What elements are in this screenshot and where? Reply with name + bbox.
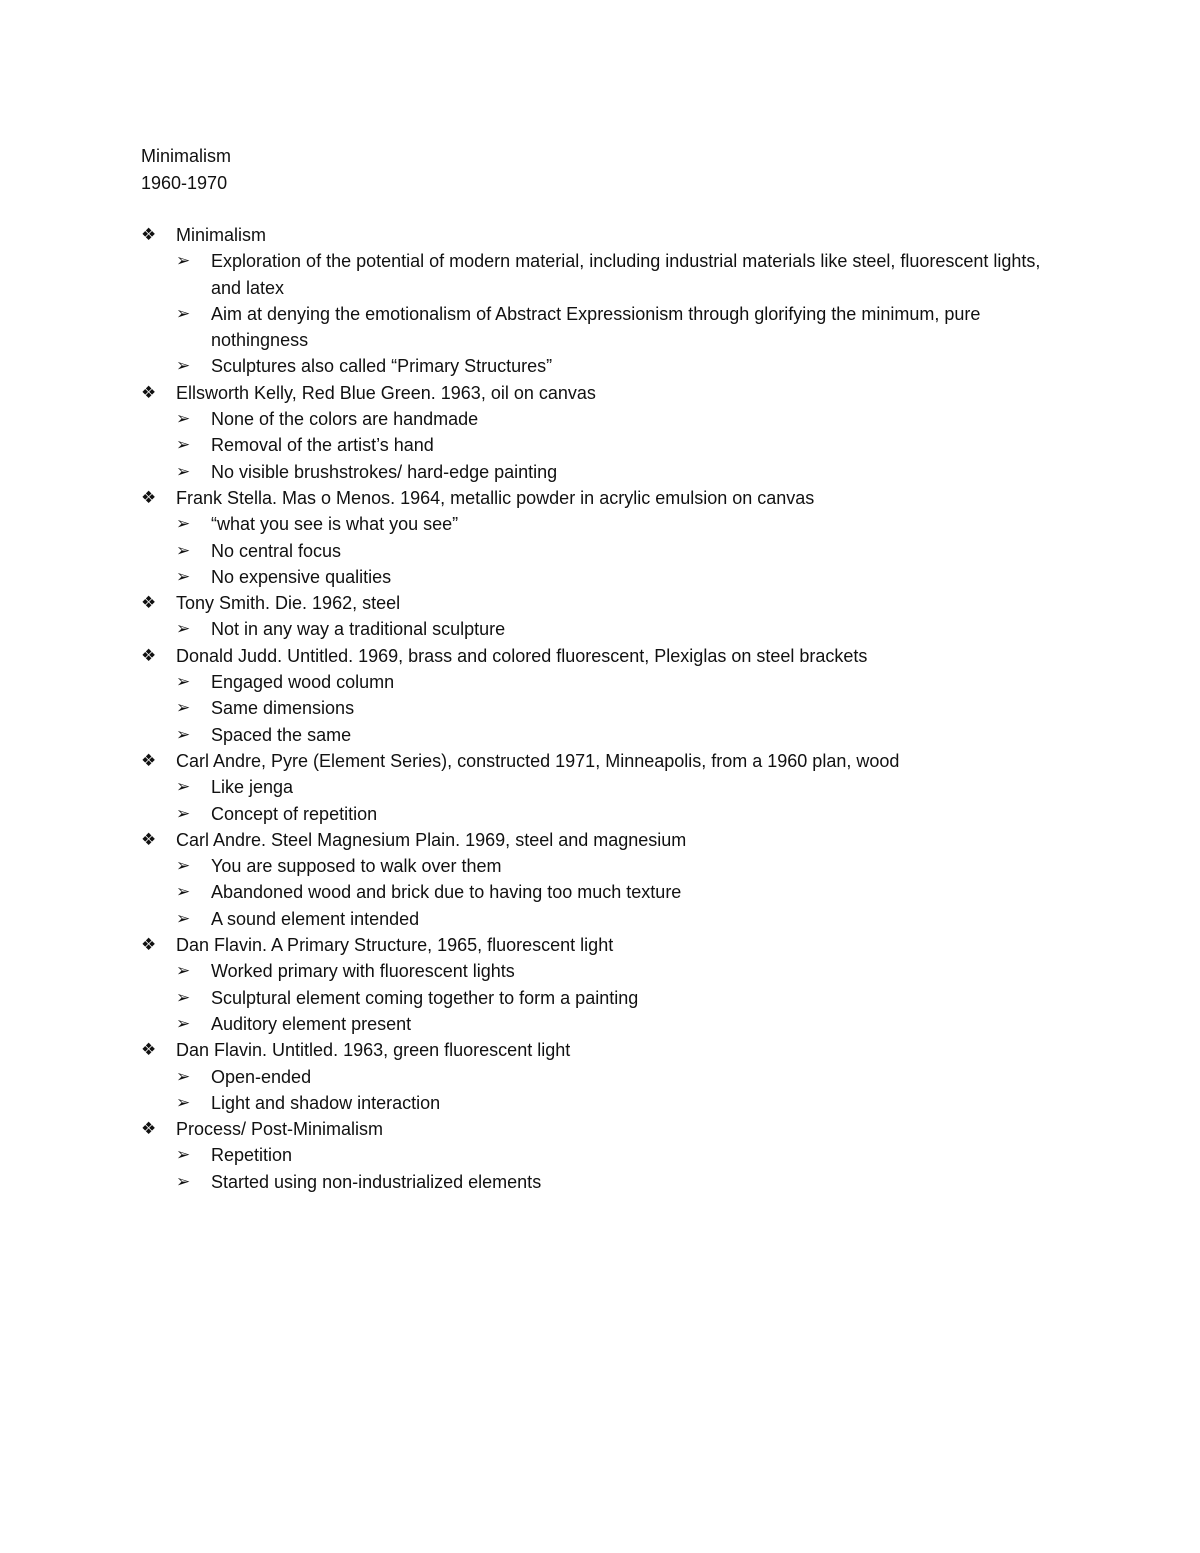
- topic-text: Carl Andre. Steel Magnesium Plain. 1969, steel and magnesium: [176, 829, 687, 850]
- outline-subitem: [176, 958, 1041, 984]
- subitem-text: Light and shadow interaction: [211, 1092, 441, 1113]
- arrowhead-bullet-icon: ➢: [176, 856, 191, 876]
- outline-topic: [141, 748, 1041, 827]
- diamond-bullet-icon: ❖: [141, 645, 157, 665]
- arrowhead-bullet-icon: ➢: [176, 540, 191, 560]
- topic-subitems: [176, 1142, 1041, 1195]
- subitem-text: Like jenga: [211, 777, 294, 798]
- outline-subitem: [176, 985, 1041, 1011]
- arrowhead-bullet-icon: ➢: [176, 251, 191, 271]
- subitem-text: Not in any way a traditional sculpture: [211, 619, 506, 640]
- topic-subitems: [176, 406, 1041, 485]
- outline-subitem: [176, 511, 1041, 537]
- outline-subitem: [176, 906, 1041, 932]
- diamond-bullet-icon: ❖: [141, 593, 157, 613]
- arrowhead-bullet-icon: ➢: [176, 724, 191, 744]
- outline-topic: [141, 827, 1041, 932]
- arrowhead-bullet-icon: ➢: [176, 1171, 191, 1191]
- topic-text: Frank Stella. Mas o Menos. 1964, metallic powder in acrylic emulsion on canvas: [176, 487, 815, 508]
- subitem-text: Started using non-industrialized elements: [211, 1171, 542, 1192]
- topic-text: Tony Smith. Die. 1962, steel: [176, 593, 401, 614]
- outline-subitem: [176, 722, 1041, 748]
- outline-subitem: [176, 801, 1041, 827]
- arrowhead-bullet-icon: ➢: [176, 672, 191, 692]
- arrowhead-bullet-icon: ➢: [176, 1066, 191, 1086]
- arrowhead-bullet-icon: ➢: [176, 908, 191, 928]
- topic-subitems: [176, 669, 1041, 748]
- outline-subitem: [176, 564, 1041, 590]
- diamond-bullet-icon: ❖: [141, 1119, 157, 1139]
- document-header: [141, 143, 231, 197]
- outline-subitem: [176, 1169, 1041, 1195]
- diamond-bullet-icon: ❖: [141, 382, 157, 402]
- arrowhead-bullet-icon: ➢: [176, 461, 191, 481]
- topic-subitems: [176, 511, 1041, 590]
- outline-subitem: [176, 695, 1041, 721]
- subitem-text: Engaged wood column: [211, 672, 395, 693]
- outline-subitem: [176, 248, 1041, 301]
- outline-topic: [141, 1116, 1041, 1195]
- subitem-text: No central focus: [211, 540, 342, 561]
- subitem-text: No visible brushstrokes/ hard-edge painting: [211, 461, 558, 482]
- outline-subitem: [176, 879, 1041, 905]
- outline-subitem: [176, 432, 1041, 458]
- topic-subitems: [176, 248, 1041, 379]
- subitem-text: You are supposed to walk over them: [211, 856, 502, 877]
- arrowhead-bullet-icon: ➢: [176, 356, 191, 376]
- subitem-text: No expensive qualities: [211, 566, 392, 587]
- topic-text: Process/ Post-Minimalism: [176, 1119, 384, 1140]
- subitem-text: Concept of repetition: [211, 803, 378, 824]
- outline-topic: [141, 222, 1041, 380]
- subitem-text: A sound element intended: [211, 908, 420, 929]
- outline-topic: [141, 1037, 1041, 1116]
- outline-subitem: [176, 853, 1041, 879]
- outline-subitem: [176, 774, 1041, 800]
- subitem-text: Same dimensions: [211, 698, 355, 719]
- arrowhead-bullet-icon: ➢: [176, 1013, 191, 1033]
- diamond-bullet-icon: ❖: [141, 225, 157, 244]
- arrowhead-bullet-icon: ➢: [176, 409, 191, 429]
- arrowhead-bullet-icon: ➢: [176, 1145, 191, 1165]
- subitem-text: “what you see is what you see”: [211, 514, 459, 535]
- arrowhead-bullet-icon: ➢: [176, 303, 191, 323]
- subitem-text: Spaced the same: [211, 724, 352, 745]
- subitem-text: Auditory element present: [211, 1013, 412, 1034]
- outline-subitem: [176, 1011, 1041, 1037]
- subitem-text: Removal of the artist’s hand: [211, 435, 434, 456]
- subitem-text: Open-ended: [211, 1066, 312, 1087]
- topic-text: Carl Andre, Pyre (Element Series), constructed 1971, Minneapolis, from a 1960 plan, wood: [176, 750, 900, 771]
- arrowhead-bullet-icon: ➢: [176, 566, 191, 586]
- outline-subitem: [176, 1090, 1041, 1116]
- subitem-text: Abandoned wood and brick due to having too much texture: [211, 882, 682, 903]
- subitem-text: Sculptural element coming together to form a painting: [211, 987, 639, 1008]
- arrowhead-bullet-icon: ➢: [176, 514, 191, 534]
- topic-subitems: [176, 853, 1041, 932]
- topic-subitems: [176, 616, 1041, 642]
- subitem-text: Aim at denying the emotionalism of Abstract Expressionism through glorifying the minimum, pure nothingness: [211, 303, 981, 351]
- arrowhead-bullet-icon: ➢: [176, 803, 191, 823]
- topic-text: Dan Flavin. Untitled. 1963, green fluorescent light: [176, 1040, 571, 1061]
- topic-subitems: [176, 1064, 1041, 1117]
- topic-text: Minimalism: [176, 225, 266, 245]
- outline-subitem: [176, 406, 1041, 432]
- topic-text: Ellsworth Kelly, Red Blue Green. 1963, oil on canvas: [176, 382, 596, 403]
- arrowhead-bullet-icon: ➢: [176, 698, 191, 718]
- arrowhead-bullet-icon: ➢: [176, 882, 191, 902]
- arrowhead-bullet-icon: ➢: [176, 987, 191, 1007]
- outline-subitem: [176, 538, 1041, 564]
- outline-topic: [141, 932, 1041, 1037]
- outline-subitem: [176, 1064, 1041, 1090]
- diamond-bullet-icon: ❖: [141, 935, 157, 955]
- diamond-bullet-icon: ❖: [141, 487, 157, 507]
- subitem-text: Repetition: [211, 1145, 293, 1166]
- outline-topic: [141, 590, 1041, 643]
- outline-subitem: [176, 616, 1041, 642]
- outline-topic: [141, 643, 1041, 748]
- outline-subitem: [176, 353, 1041, 379]
- outline-topic: [141, 485, 1041, 590]
- outline-subitem: [176, 459, 1041, 485]
- notes-outline: [141, 222, 1041, 1195]
- subitem-text: None of the colors are handmade: [211, 409, 479, 430]
- subitem-text: Sculptures also called “Primary Structures”: [211, 356, 553, 377]
- outline-subitem: [176, 1142, 1041, 1168]
- subitem-text: Worked primary with fluorescent lights: [211, 961, 515, 982]
- diamond-bullet-icon: ❖: [141, 829, 157, 849]
- arrowhead-bullet-icon: ➢: [176, 961, 191, 981]
- document-dates: 1960-1970: [141, 173, 228, 193]
- topic-subitems: [176, 774, 1041, 827]
- diamond-bullet-icon: ❖: [141, 1040, 157, 1060]
- topic-text: Dan Flavin. A Primary Structure, 1965, fluorescent light: [176, 935, 614, 956]
- topic-text: Donald Judd. Untitled. 1969, brass and colored fluorescent, Plexiglas on steel brackets: [176, 645, 868, 666]
- arrowhead-bullet-icon: ➢: [176, 619, 191, 639]
- arrowhead-bullet-icon: ➢: [176, 1092, 191, 1112]
- topic-subitems: [176, 958, 1041, 1037]
- outline-subitem: [176, 301, 1041, 354]
- document-title: Minimalism: [141, 146, 231, 166]
- arrowhead-bullet-icon: ➢: [176, 777, 191, 797]
- diamond-bullet-icon: ❖: [141, 750, 157, 770]
- subitem-text: Exploration of the potential of modern material, including industrial materials like steel, fluorescent lights, and latex: [211, 251, 1041, 298]
- outline-subitem: [176, 669, 1041, 695]
- outline-topic: [141, 380, 1041, 485]
- arrowhead-bullet-icon: ➢: [176, 435, 191, 455]
